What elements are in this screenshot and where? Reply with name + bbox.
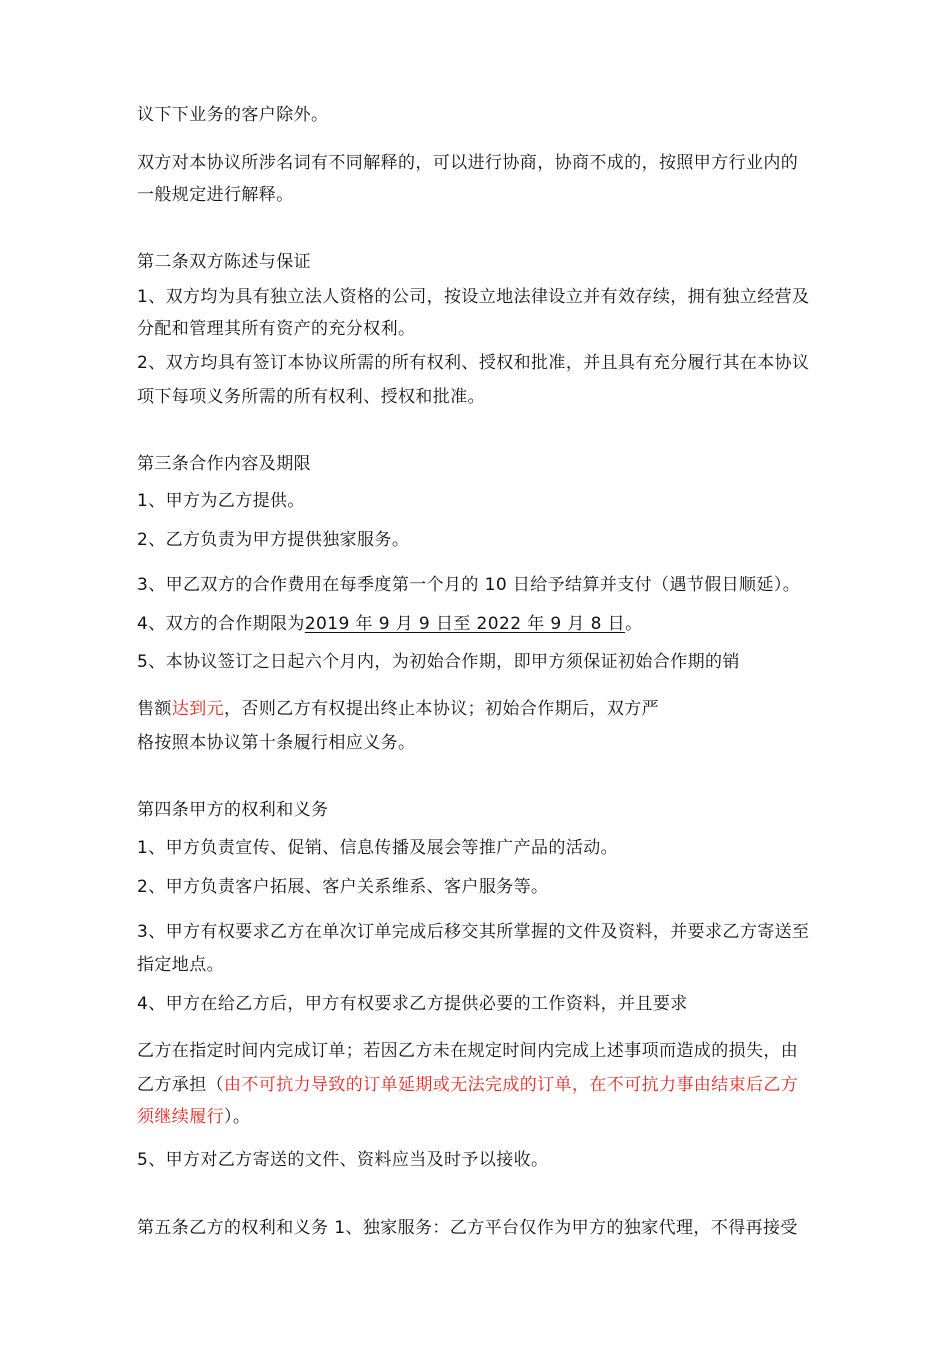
article-4-title: 第四条甲方的权利和义务 [137,800,329,820]
article-2-clause-2-line-1: 2、双方均具有签订本协议所需的所有权利、授权和批准，并且具有充分履行其在本协议 [137,353,810,373]
article-4-clause-4-line-4 [137,1105,250,1129]
article-2-clause-1-line-2: 分配和管理其所有资产的充分权利。 [137,319,416,339]
article-4-clause-2: 2、甲方负责客户拓展、客户关系维系、客户服务等。 [137,877,549,897]
article-4-clause-3-line-1: 3、甲方有权要求乙方在单次订单完成后移交其所掌握的文件及资料，并要求乙方寄送至 [137,922,810,942]
article-2-title: 第二条双方陈述与保证 [137,252,311,272]
article-4-clause-1: 1、甲方负责宣传、促销、信息传播及展会等推广产品的活动。 [137,838,619,858]
force-majeure-highlight-cont: 须继续履行 [137,1107,224,1127]
article-3-title: 第三条合作内容及期限 [137,454,311,474]
article-3-clause-4 [137,612,642,636]
article-3-clause-4-suffix: 。 [625,614,643,634]
article-3-clause-5-line-2 [137,697,659,721]
article-4-clause-4-line-1: 4、甲方在给乙方后，甲方有权要求乙方提供必要的工作资料，并且要求 [137,994,688,1014]
article-4-clause-5: 5、甲方对乙方寄送的文件、资料应当及时予以接收。 [137,1150,549,1170]
article-3-clause-3: 3、甲乙双方的合作费用在每季度第一个月的 10 日给予结算并支付（遇节假日顺延）。 [137,575,801,595]
article-3-clause-4-prefix: 4、双方的合作期限为 [137,614,305,634]
article-4-clause-3-line-2: 指定地点。 [137,955,224,975]
article-3-clause-5-post: ，否则乙方有权提出终止本协议；初始合作期后，双方严 [224,699,660,719]
article-4-clause-4-line-2: 乙方在指定时间内完成订单；若因乙方未在规定时间内完成上述事项而造成的损失，由 [137,1041,799,1061]
cooperation-term-dates: 2019 年 9 月 9 日至 2022 年 9 月 8 日 [304,614,626,634]
article-2-clause-2-line-2: 项下每项义务所需的所有权利、授权和批准。 [137,387,485,407]
force-majeure-highlight: 由不可抗力导致的订单延期或无法完成的订单，在不可抗力事由结束后乙方 [224,1075,799,1095]
article-3-clause-1: 1、甲方为乙方提供。 [137,491,305,511]
article-3-clause-5-line-1: 5、本协议签订之日起六个月内，为初始合作期，即甲方须保证初始合作期的销 [137,652,740,672]
article-2-clause-1-line-1: 1、双方均为具有独立法人资格的公司，按设立地法律设立并有效存续，拥有独立经营及 [137,287,810,307]
article-3-clause-2: 2、乙方负责为甲方提供独家服务。 [137,530,410,550]
article-4-clause-4-post: ）。 [224,1107,251,1127]
interpretation-line-1: 双方对本协议所涉名词有不同解释的，可以进行协商，协商不成的，按照甲方行业内的 [137,153,799,173]
sales-target-highlight: 达到元 [171,699,225,719]
article-3-clause-5-pre: 售额 [137,699,172,719]
article-5-title-line: 第五条乙方的权利和义务 1、独家服务：乙方平台仅作为甲方的独家代理，不得再接受 [137,1218,798,1238]
intro-paragraph: 议下下业务的客户除外。 [137,105,329,125]
article-4-clause-4-pre: 乙方承担（ [137,1075,224,1095]
interpretation-line-2: 一般规定进行解释。 [137,185,294,205]
article-3-clause-5-line-3: 格按照本协议第十条履行相应义务。 [137,733,416,753]
article-4-clause-4-line-3 [137,1073,798,1097]
